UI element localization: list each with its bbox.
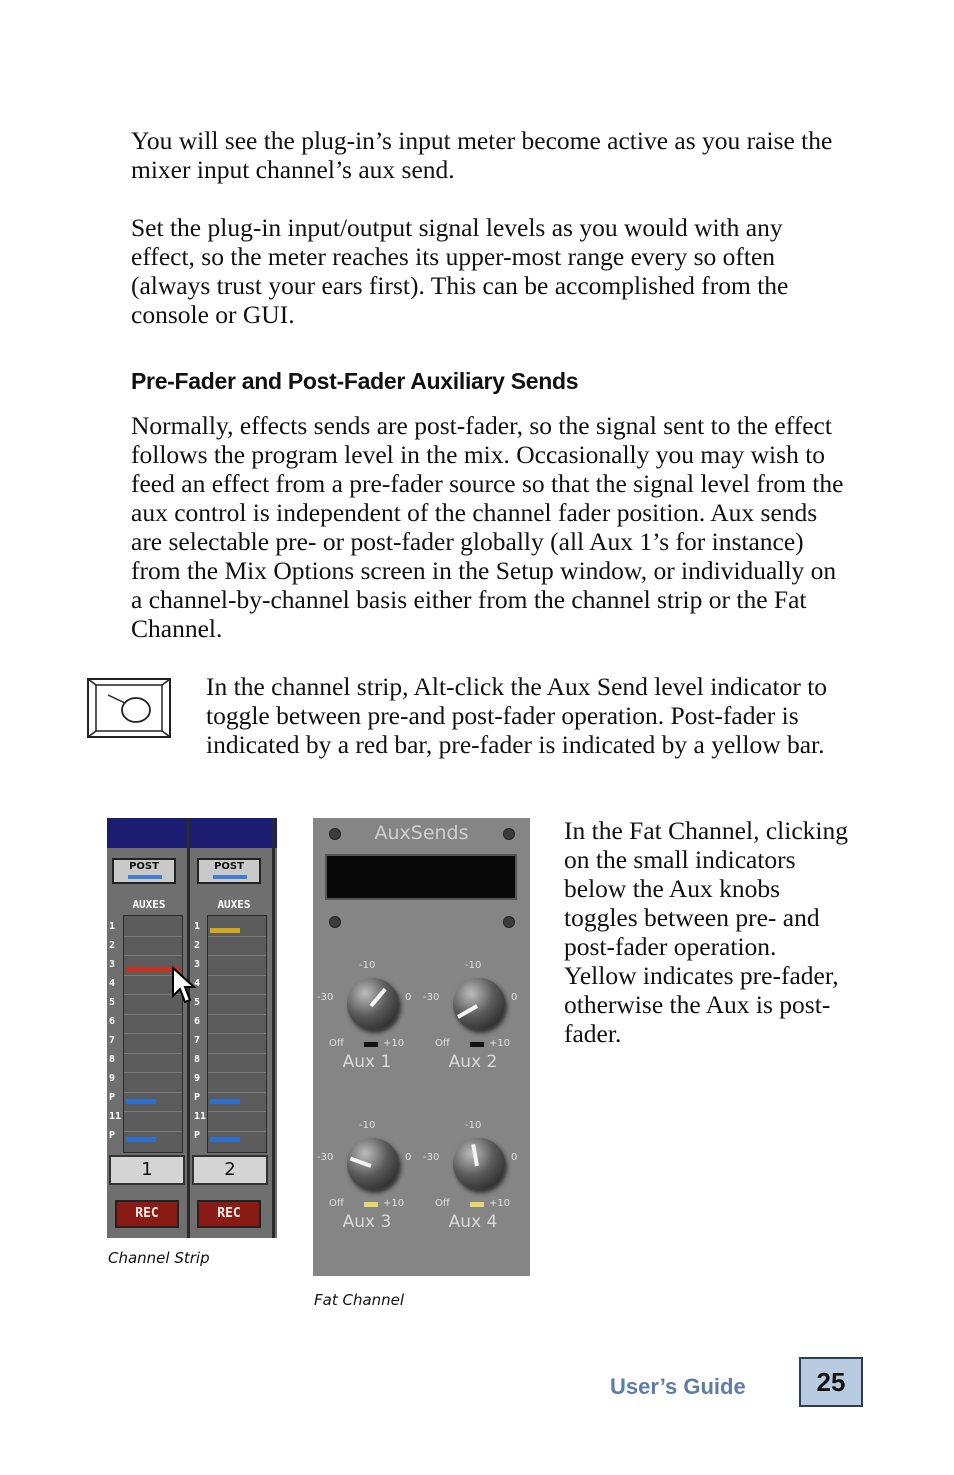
channel-number: 2 [192,1155,268,1185]
post-indicator [128,875,162,879]
meter-grid-line [208,1131,266,1132]
aux-number-label: 6 [194,1016,201,1027]
aux-knob[interactable] [453,1138,505,1190]
aux-number-label: 11 [194,1111,207,1122]
aux-number-label: 11 [109,1111,122,1122]
aux-number-label: 3 [109,959,116,970]
meter-grid-line [208,975,266,976]
post-label: POST [129,861,159,872]
meter-grid-line [208,1092,266,1093]
meter-grid-line [124,955,182,956]
aux-knob-group [317,938,417,1078]
paragraph-meter-active: You will see the plug-in’s input meter become active as you raise the mixer input channel’s aux send. [131,126,833,184]
meter-grid-line [124,1033,182,1034]
auxes-label: AUXES [217,898,251,911]
aux-number-label: 3 [194,959,201,970]
aux-number-label: 7 [109,1035,116,1046]
aux-knob[interactable] [453,978,505,1030]
post-indicator [213,875,247,879]
aux-number-label: 5 [109,997,116,1008]
knob-label-off: Off [329,1198,344,1209]
knob-label-off: Off [329,1038,344,1049]
meter-grid-line [208,1072,266,1073]
paragraph-signal-levels: Set the plug-in input/output signal levels as you would with any effect, so the meter reaches its upper-most range every so often (always trust your ears first). This can be accomplished from the console or GUI. [131,213,789,329]
aux-knob[interactable] [347,1138,399,1190]
post-button[interactable] [197,858,261,884]
aux-meter[interactable] [123,915,183,1153]
knob-label-top: -10 [465,960,482,971]
fat-channel-image [313,818,530,1276]
meter-grid-line [208,1053,266,1054]
meter-grid-line [208,1111,266,1112]
knob-label-off: Off [435,1038,450,1049]
section-heading: Pre-Fader and Post-Fader Auxiliary Sends [131,368,579,394]
channel-strip-header [107,818,277,848]
channel-divider [272,818,275,1238]
aux-sends-display [325,854,517,900]
knob-label-plus: +10 [383,1038,405,1049]
fat-channel-caption: Fat Channel [314,1291,405,1309]
screw-icon [329,916,341,928]
mouse-tip-icon [86,677,172,739]
page-number: 25 [799,1357,863,1407]
post-button[interactable] [112,858,176,884]
post-fader-indicator[interactable] [364,1042,378,1047]
aux-name-label: Aux 4 [448,1212,498,1232]
aux-number-label: 8 [194,1054,201,1065]
channel-divider [187,818,190,1238]
aux-bar [210,1099,240,1104]
knob-label-top: -10 [359,1120,376,1131]
meter-grid-line [208,1014,266,1015]
paragraph-pre-post-fader: Normally, effects sends are post-fader, so the signal sent to the effect follows the program level in the mix. Occasionally you may wish to feed an effect from a pre-fader source so that the signal level from the aux control is independent of the channel fader position. Aux sends are selectable pre- or post-fader globally (all Aux 1’s for instance) from the Mix Options screen in the Setup window, or individually on a channel-by-channel basis either from the channel strip or the Fat Channel. [131,411,844,643]
knob-label-right: 0 [405,1152,412,1163]
knob-label-plus: +10 [489,1198,511,1209]
aux-number-label: 2 [109,940,116,951]
aux-number-label: 1 [109,921,116,932]
knob-label-right: 0 [511,992,518,1003]
pre-fader-indicator[interactable] [364,1202,378,1207]
cursor-arrow-icon [171,966,197,1006]
auxes-label: AUXES [132,898,166,911]
aux-knob[interactable] [347,978,399,1030]
aux-name-label: Aux 3 [342,1212,392,1232]
aux-number-label: 4 [109,978,116,989]
knob-pointer [369,988,386,1007]
meter-grid-line [208,955,266,956]
meter-grid-line [124,936,182,937]
knob-label-left: -30 [317,1152,334,1163]
channel-strip-image [107,818,277,1238]
aux-number-label: 8 [109,1054,116,1065]
aux-number-label: P [194,1130,201,1141]
meter-grid-line [208,1033,266,1034]
meter-grid-line [124,1131,182,1132]
knob-pointer [350,1157,372,1168]
users-guide-label: User’s Guide [610,1374,746,1399]
aux-number-label: 4 [194,978,201,989]
post-label: POST [214,861,244,872]
channel-strip-caption: Channel Strip [108,1249,210,1267]
channel-number: 1 [109,1155,185,1185]
aux-number-label: 9 [194,1073,201,1084]
meter-grid-line [208,936,266,937]
aux-bar [210,1137,240,1142]
aux-number-label: P [194,1092,201,1103]
meter-grid-line [124,1092,182,1093]
knob-label-left: -30 [423,992,440,1003]
aux-number-label: P [109,1130,116,1141]
knob-pointer [457,1004,478,1018]
meter-grid-line [124,1014,182,1015]
knob-label-plus: +10 [383,1198,405,1209]
aux-number-label: 6 [109,1016,116,1027]
paragraph-tip: In the channel strip, Alt-click the Aux Send level indicator to toggle between pre-and post-fader operation. Post-fader is indicated by a red bar, pre-fader is indicated by a yellow bar. [206,672,828,759]
knob-pointer [471,1144,479,1166]
post-fader-indicator[interactable] [470,1042,484,1047]
aux-number-label: 2 [194,940,201,951]
rec-button[interactable]: REC [115,1200,179,1228]
aux-name-label: Aux 2 [448,1052,498,1072]
screw-icon [503,916,515,928]
meter-grid-line [124,1053,182,1054]
knob-label-left: -30 [423,1152,440,1163]
aux-number-label: 9 [109,1073,116,1084]
aux-number-label: P [109,1092,116,1103]
rec-button[interactable]: REC [197,1200,261,1228]
aux-knob-group [317,1098,417,1238]
aux-knob-group [423,1098,523,1238]
aux-number-label: 7 [194,1035,201,1046]
aux-name-label: Aux 1 [342,1052,392,1072]
pre-fader-indicator[interactable] [470,1202,484,1207]
aux-sends-title: AuxSends [374,822,469,844]
knob-label-right: 0 [511,1152,518,1163]
paragraph-fat-channel: In the Fat Channel, clicking on the small indicators below the Aux knobs toggles between pre- and post-fader operation. Yellow indicates pre-fader, otherwise the Aux is post-fader. [564,816,848,1048]
knob-label-top: -10 [465,1120,482,1131]
aux-meter[interactable] [207,915,267,1153]
knob-label-top: -10 [359,960,376,971]
aux-bar [126,1137,156,1142]
aux-bar [126,1099,156,1104]
aux-knob-group [423,938,523,1078]
meter-grid-line [208,994,266,995]
knob-label-plus: +10 [489,1038,511,1049]
knob-label-right: 0 [405,992,412,1003]
aux-number-label: 1 [194,921,201,932]
knob-label-left: -30 [317,992,334,1003]
aux-number-label: 5 [194,997,201,1008]
knob-label-off: Off [435,1198,450,1209]
pre-fader-bar[interactable] [210,928,240,933]
meter-grid-line [124,1111,182,1112]
meter-grid-line [124,1072,182,1073]
